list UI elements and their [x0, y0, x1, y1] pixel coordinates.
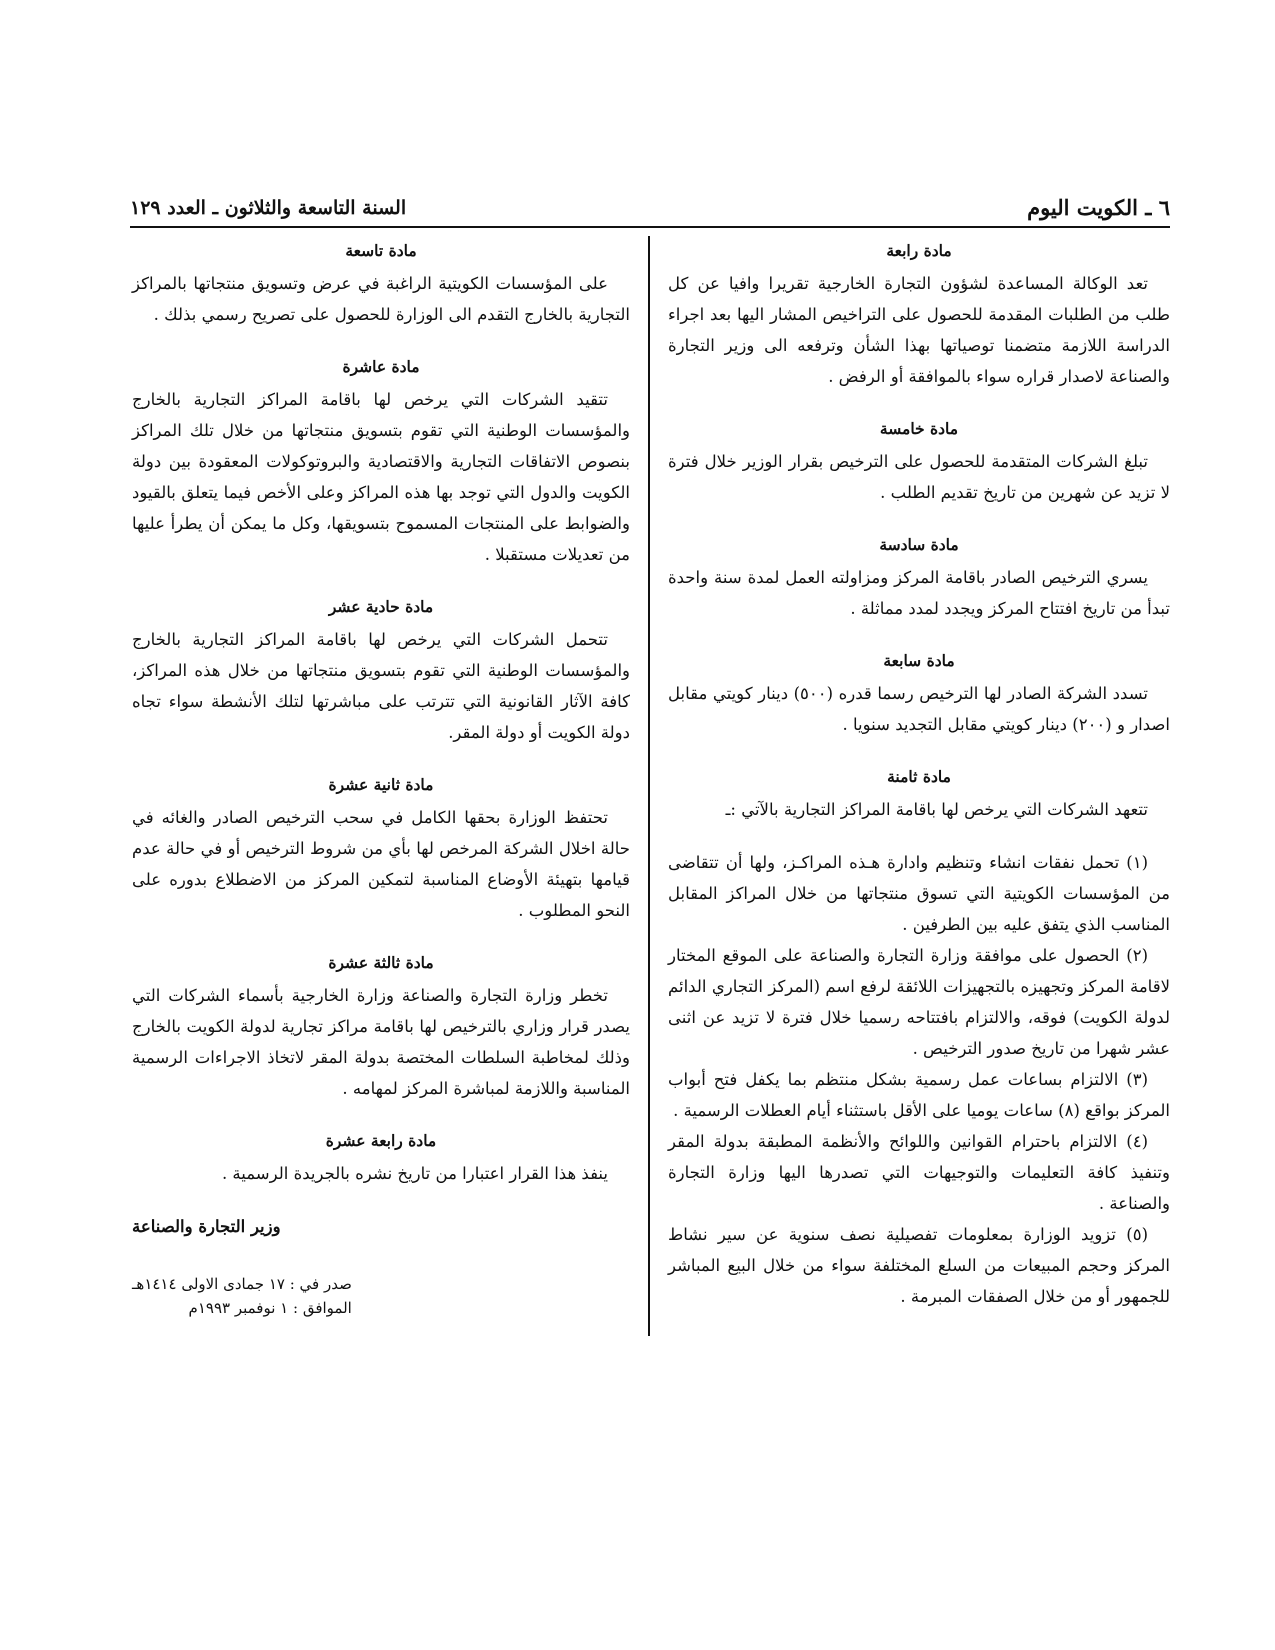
article-title: مادة سابعة — [883, 651, 955, 670]
article-text: تعد الوكالة المساعدة لشؤون التجارة الخارجية تقريرا وافيا عن كل طلب من الطلبات المقدمة للحصول على التراخيص المشار اليها بعد اجراء الدراسة اللازمة متضمنا توصياتها بهذا الشأن وترفعه الى وزير التجارة والصناعة لاصدار قراره سواء بالموافقة أو الرفض . — [668, 274, 1170, 386]
list-item: (٥) تزويد الوزارة بمعلومات تفصيلية نصف سنوية عن سير نشاط المركز وحجم المبيعات من السلع المختلفة سواء من خلال البيع المباشر للجمهور أو من خلال الصفقات المبرمة . — [668, 1225, 1170, 1306]
article-8 — [668, 762, 1170, 1312]
article-title: مادة ثامنة — [887, 767, 951, 786]
article-text: تتعهد الشركات التي يرخص لها باقامة المراكز التجارية بالآتي :ـ — [725, 800, 1148, 819]
list-item: (٤) الالتزام باحترام القوانين واللوائح والأنظمة المطبقة بدولة المقر وتنفيذ كافة التعليمات والتوجيهات التي تصدرها اليها وزارة التجارة والصناعة . — [668, 1132, 1170, 1213]
article-text: تحتفظ الوزارة بحقها الكامل في سحب الترخيص الصادر والغائه في حالة اخلال الشركة المرخص لها بأي من شروط الترخيص أو في حالة عدم قيامها بتهيئة الأوضاع المناسبة لتمكين المركز من الاضطلاع بدوره على النحو المطلوب . — [132, 808, 630, 920]
article-title: مادة ثانية عشرة — [328, 775, 434, 794]
article-14 — [132, 1126, 630, 1189]
article-title: مادة رابعة عشرة — [325, 1131, 437, 1150]
article-text: ينفذ هذا القرار اعتبارا من تاريخ نشره بالجريدة الرسمية . — [221, 1164, 608, 1183]
article-6 — [668, 530, 1170, 624]
article-text: تبلغ الشركات المتقدمة للحصول على الترخيص بقرار الوزير خلال فترة لا تزيد عن شهرين من تاريخ تقديم الطلب . — [668, 452, 1170, 502]
minister-signature: وزير التجارة والصناعة — [132, 1217, 281, 1236]
issued-hijri-date: صدر في : ١٧ جمادى الاولى ١٤١٤هـ — [132, 1275, 352, 1293]
issue-label: السنة التاسعة والثلاثون ـ العدد ١٢٩ — [130, 197, 407, 219]
article-text: تسدد الشركة الصادر لها الترخيص رسما قدره (٥٠٠) دينار كويتي مقابل اصدار و (٢٠٠) دينار كويتي مقابل التجديد سنويا . — [668, 684, 1170, 734]
right-column — [668, 236, 1170, 1334]
article-title: مادة خامسة — [879, 419, 959, 438]
article-title: مادة تاسعة — [345, 241, 417, 260]
list-item: (١) تحمل نفقات انشاء وتنظيم وادارة هـذه المراكـز، ولها أن تتقاضى من المؤسسات الكويتية التي تسوق منتجاتها من خلال المراكز المقابل المناسب الذي يتفق عليه بين الطرفين . — [668, 853, 1170, 934]
page-label: ٦ ـ الكويت اليوم — [1027, 195, 1170, 220]
article-text: يسري الترخيص الصادر باقامة المركز ومزاولته العمل لمدة سنة واحدة تبدأ من تاريخ افتتاح المركز ويجدد لمدد مماثلة . — [668, 568, 1170, 618]
article-title: مادة ثالثة عشرة — [328, 953, 434, 972]
issue-date-block — [132, 1272, 630, 1320]
article-title: مادة رابعة — [886, 241, 952, 260]
left-column — [132, 236, 630, 1320]
list-item: (٣) الالتزام بساعات عمل رسمية بشكل منتظم بما يكفل فتح أبواب المركز بواقع (٨) ساعات يوميا على الأقل باستثناء أيام العطلات الرسمية . — [668, 1070, 1170, 1120]
article-10 — [132, 352, 630, 570]
issued-gregorian-date: الموافق : ١ نوفمبر ١٩٩٣م — [188, 1299, 352, 1317]
article-text: تتقيد الشركات التي يرخص لها باقامة المراكز التجارية بالخارج والمؤسسات الوطنية التي تقوم بتسويق منتجاتها من خلال تلك المراكز بنصوص الاتفاقات التجارية والاقتصادية والبروتوكولات المعقودة بين دولة الكويت والدول التي توجد بها هذه المراكز وعلى الأخص فيما يتعلق بالقيود والضوابط على المنتجات المسموح بتسويقها، وكل ما يمكن أن يطرأ عليها من تعديلات مستقبلا . — [132, 390, 630, 564]
article-12 — [132, 770, 630, 926]
page-header — [130, 190, 1170, 228]
list-item: (٢) الحصول على موافقة وزارة التجارة والصناعة على الموقع المختار لاقامة المركز وتجهيزه بالتجهيزات اللائقة لرفع اسم (المركز التجاري الدائم لدولة الكويت) فوقه، والالتزام بافتتاحه رسميا خلال فترة لا تزيد عن اثنى عشر شهرا من تاريخ صدور الترخيص . — [668, 946, 1170, 1058]
obligations-list — [668, 847, 1170, 1312]
article-title: مادة حادية عشر — [328, 597, 434, 616]
article-5 — [668, 414, 1170, 508]
article-11 — [132, 592, 630, 748]
article-7 — [668, 646, 1170, 740]
column-divider — [648, 236, 650, 1336]
article-text: على المؤسسات الكويتية الراغبة في عرض وتسويق منتجاتها بالمراكز التجارية بالخارج التقدم الى الوزارة للحصول على تصريح رسمي بذلك . — [132, 274, 630, 324]
article-text: تتحمل الشركات التي يرخص لها باقامة المراكز التجارية بالخارج والمؤسسات الوطنية التي تقوم بتسويق منتجاتها من خلال هذه المراكز، كافة الآثار القانونية التي تترتب على مباشرتها لتلك الأنشطة سواء تجاه دولة الكويت أو دولة المقر. — [132, 630, 630, 742]
article-4 — [668, 236, 1170, 392]
article-title: مادة سادسة — [879, 535, 959, 554]
article-title: مادة عاشرة — [342, 357, 420, 376]
article-9 — [132, 236, 630, 330]
article-text: تخطر وزارة التجارة والصناعة وزارة الخارجية بأسماء الشركات التي يصدر قرار وزاري بالترخيص لها باقامة مراكز تجارية لدولة الكويت بالخارج وذلك لمخاطبة السلطات المختصة بدولة المقر لاتخاذ الاجراءات الرسمية المناسبة واللازمة لمباشرة المركز لمهامه . — [132, 986, 630, 1098]
article-13 — [132, 948, 630, 1104]
